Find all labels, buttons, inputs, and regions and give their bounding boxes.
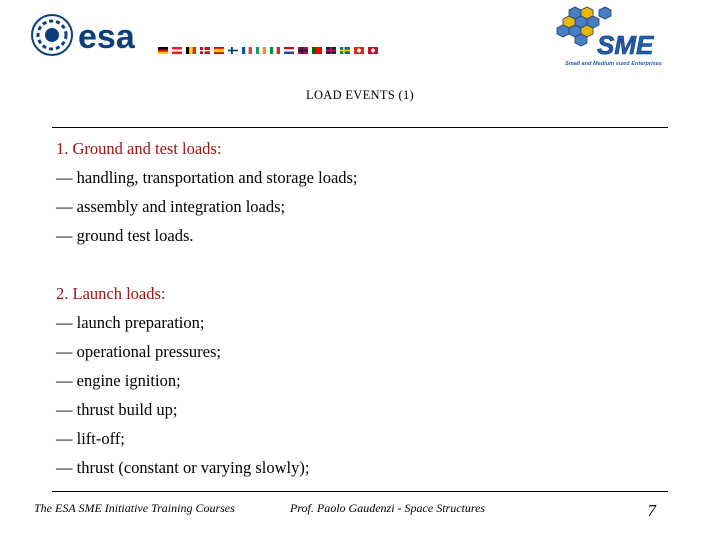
slide-title: LOAD EVENTS (1) [306, 88, 414, 102]
slide-content [56, 134, 656, 482]
list-item: — ground test loads. [56, 226, 194, 245]
sme-logo [555, 4, 695, 72]
section-heading: 1. Ground and test loads: [56, 139, 222, 158]
page-number: 7 [647, 501, 656, 520]
top-divider [52, 127, 668, 128]
list-item: — handling, transportation and storage loads; [56, 168, 358, 187]
section-ground-loads [56, 134, 656, 250]
footer-author: Prof. Paolo Gaudenzi - Space Structures [290, 501, 486, 515]
list-item: — thrust (constant or varying slowly); [56, 458, 310, 477]
esa-logo-text: esa [78, 18, 135, 56]
list-item: — thrust build up; [56, 400, 178, 419]
member-flags [158, 47, 378, 54]
sme-logo-text: SME [597, 30, 654, 60]
list-item: — engine ignition; [56, 371, 181, 390]
footer-course: The ESA SME Initiative Training Courses [34, 501, 235, 515]
sme-logo-subtitle: Small and Medium sized Enterprises [565, 61, 662, 67]
list-item: — launch preparation; [56, 313, 205, 332]
list-item: — lift-off; [56, 429, 125, 448]
esa-globe-icon [32, 15, 72, 55]
bottom-divider [52, 491, 668, 492]
section-launch-loads [56, 279, 656, 482]
list-item: — assembly and integration loads; [56, 197, 286, 216]
section-heading: 2. Launch loads: [56, 284, 166, 303]
list-item: — operational pressures; [56, 342, 221, 361]
esa-logo [30, 10, 390, 60]
